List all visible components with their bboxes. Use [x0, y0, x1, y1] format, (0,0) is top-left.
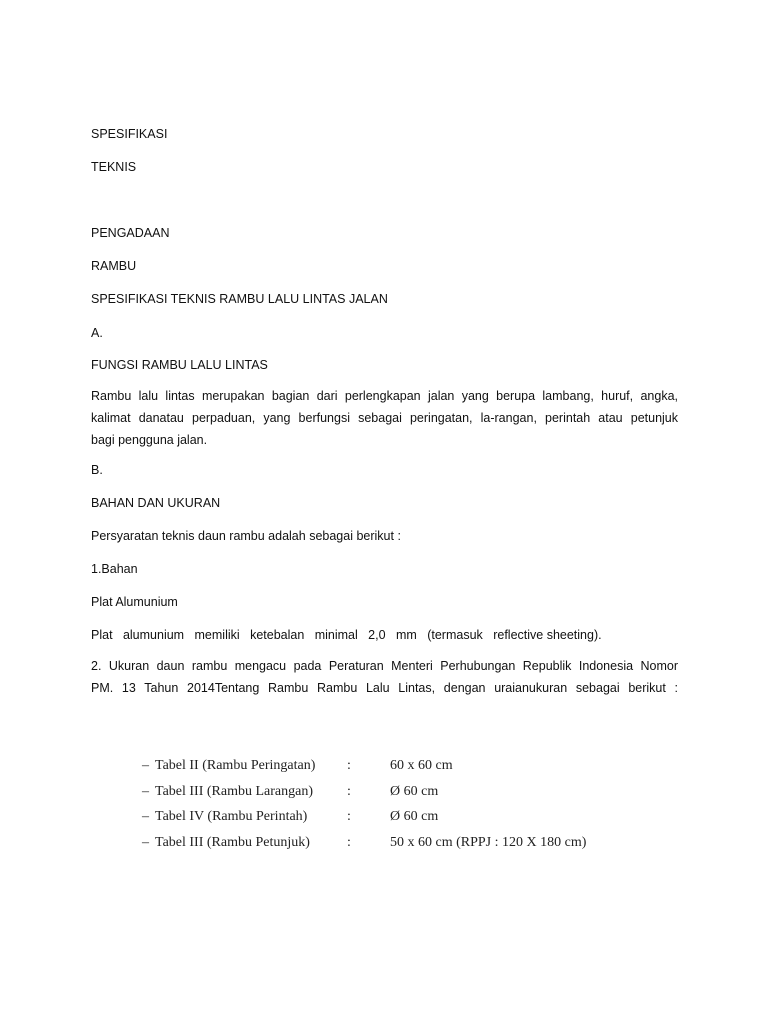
row-sign-type: Tabel IV (Rambu Perintah): [155, 809, 308, 824]
row-dash: –: [142, 809, 149, 824]
section-b-title: BAHAN DAN UKURAN: [91, 496, 221, 510]
row-size: 50 x 60 cm (RPPJ : 120 X 180 cm): [390, 834, 587, 850]
material-name: Plat Alumunium: [91, 595, 178, 609]
paragraph-line: kalimat danatau perpaduan, yang berfungsi sebagai peringatan, la-rangan, perintah atau petunjuk: [91, 411, 678, 425]
item-2-paragraph: [91, 655, 678, 699]
heading-pengadaan: PENGADAAN: [91, 226, 170, 240]
row-colon: :: [347, 809, 351, 824]
table-row: [142, 833, 662, 859]
heading-rambu: RAMBU: [91, 259, 137, 273]
requirements-intro: Persyaratan teknis daun rambu adalah sebagai berikut :: [91, 529, 401, 543]
row-colon: :: [347, 758, 351, 773]
paragraph-line: bagi pengguna jalan.: [91, 433, 208, 447]
heading-spesifikasi: SPESIFIKASI: [91, 127, 168, 141]
row-size: Ø 60 cm: [390, 809, 439, 824]
row-dash: –: [142, 834, 149, 850]
row-sign-type: Tabel II (Rambu Peringatan): [155, 758, 316, 773]
row-sign-type: Tabel III (Rambu Petunjuk): [155, 834, 310, 850]
row-colon: :: [347, 834, 351, 850]
paragraph-line: Rambu lalu lintas merupakan bagian dari perlengkapan jalan yang berupa lambang, huruf, angka,: [91, 389, 678, 403]
heading-teknis: TEKNIS: [91, 160, 137, 174]
paragraph-line: 2. Ukuran daun rambu mengacu pada Peraturan Menteri Perhubungan Republik Indonesia Nomor: [91, 659, 678, 673]
table-row: [142, 782, 662, 808]
table-row: [142, 756, 662, 782]
size-table: [142, 756, 662, 858]
row-dash: –: [142, 783, 149, 799]
main-title: SPESIFIKASI TEKNIS RAMBU LALU LINTAS JALAN: [91, 292, 388, 306]
table-row: [142, 807, 662, 833]
section-a-marker: A.: [91, 326, 103, 340]
row-size: 60 x 60 cm: [390, 758, 453, 773]
section-b-marker: B.: [91, 463, 103, 477]
row-size: Ø 60 cm: [390, 783, 439, 799]
section-a-title: FUNGSI RAMBU LALU LINTAS: [91, 358, 268, 372]
paragraph-line: PM. 13 Tahun 2014Tentang Rambu Rambu Lalu Lintas, dengan uraianukuran sebagai berikut :: [91, 681, 678, 695]
section-a-paragraph: [91, 385, 678, 451]
item-1-title: 1.Bahan: [91, 562, 138, 576]
material-spec: Plat alumunium memiliki ketebalan minimal 2,0 mm (termasuk reflective sheeting).: [91, 628, 602, 642]
row-colon: :: [347, 783, 351, 799]
row-sign-type: Tabel III (Rambu Larangan): [155, 783, 313, 799]
row-dash: –: [142, 758, 149, 773]
